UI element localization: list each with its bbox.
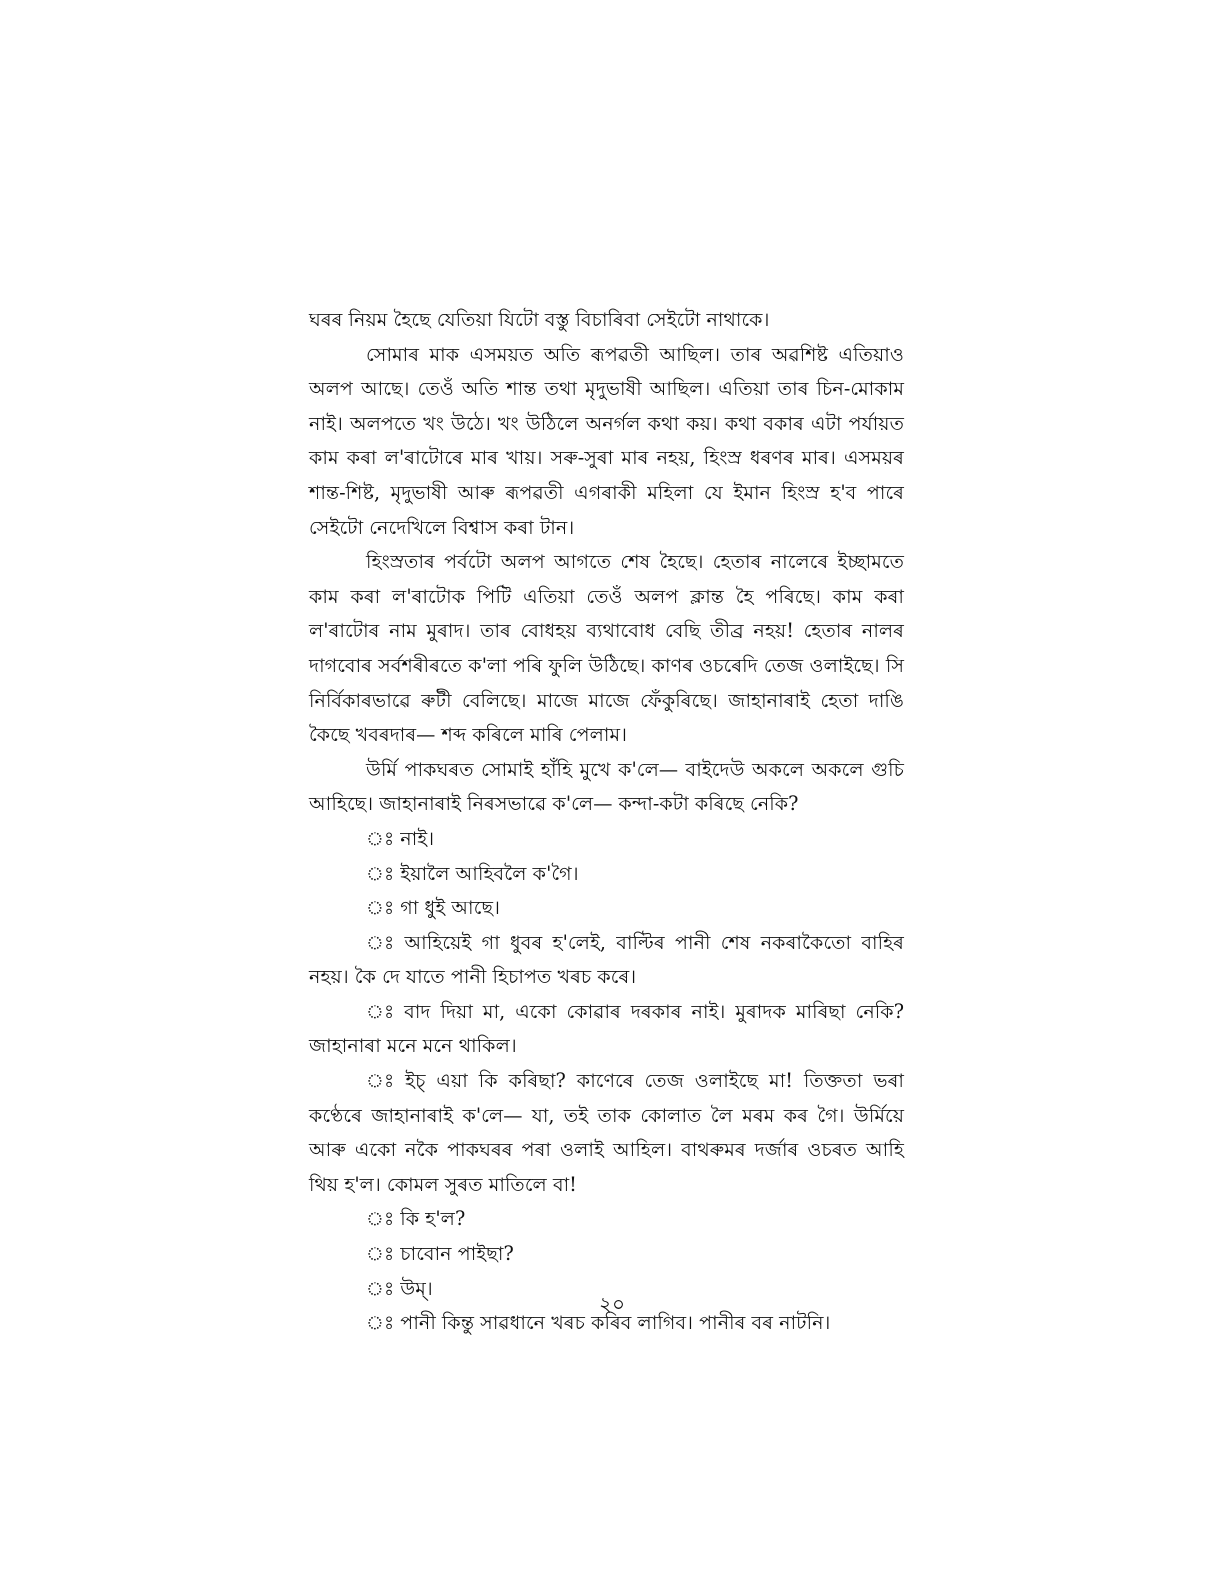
paragraph: হিংস্ৰতাৰ পৰ্বটো অলপ আগতে শেষ হৈছে। হেতাৰ নালেৰে ইচ্ছামতে কাম কৰা ল'ৰাটোক পিটি এতিয়া তেওঁ অলপ ক্লান্ত হৈ পৰিছে। কাম কৰা ল'ৰাটোৰ নাম মুৰাদ। তাৰ বোধহয় ব্যথাবোধ বেছি তীব্ৰ নহয়! হেতাৰ নালৰ দাগবোৰ সৰ্বশৰীৰতে ক'লা পৰি ফুলি উঠিছে। কাণৰ ওচৰেদি তেজ ওলাইছে। সি নিৰ্বিকাৰভাৱে ৰুটী বেলিছে। মাজে মাজে ফেঁকুৰিছে। জাহানাৰাই হেতা দাঙি কৈছে খবৰদাৰ— শব্দ কৰিলে মাৰি পেলাম। (309, 550, 904, 747)
dialogue-line: ঃ চাবোন পাইছা? (366, 1242, 514, 1266)
dialogue-line: ঃ আহিয়েই গা ধুবৰ হ'লেই, বাল্টিৰ পানী শেষ নকৰাকৈতো বাহিৰ নহয়। কৈ দে যাতে পানী হিচাপত খৰচ কৰে। (309, 930, 904, 989)
dialogue-line: ঃ উম্। (366, 1276, 433, 1300)
dialogue-line: ঃ পানী কিন্তু সাৱধানে খৰচ কৰিব লাগিব। পানীৰ বৰ নাটনি। (366, 1311, 831, 1335)
body-text (309, 303, 904, 1341)
dialogue-line: ঃ ইয়ালৈ আহিবলৈ ক'গৈ। (366, 861, 579, 885)
paragraph: উৰ্মি পাকঘৰত সোমাই হাঁহি মুখে ক'লে— বাইদেউ অকলে অকলে গুচি আহিছে। জাহানাৰাই নিৰসভাৱে ক'লে— কন্দা-কটা কৰিছে নেকি? (309, 757, 904, 816)
page-number: ২০ (598, 1292, 625, 1316)
dialogue-line: ঃ ইচ্ এয়া কি কৰিছা? কাণেৰে তেজ ওলাইছে মা! তিক্ততা ভৰা কণ্ঠেৰে জাহানাৰাই ক'লে— যা, তই তাক কোলাত লৈ মৰম কৰ গৈ। উৰ্মিয়ে আৰু একো নকৈ পাকঘৰৰ পৰা ওলাই আহিল। বাথৰুমৰ দৰ্জাৰ ওচৰত আহি থিয় হ'ল। কোমল সুৰত মাতিলে বা! (309, 1069, 904, 1196)
dialogue-line: ঃ নাই। (366, 826, 435, 850)
paragraph: সোমাৰ মাক এসময়ত অতি ৰূপৱতী আছিল। তাৰ অৱশিষ্ট এতিয়াও অলপ আছে। তেওঁ অতি শান্ত তথা মৃদুভাষী আছিল। এতিয়া তাৰ চিন-মোকাম নাই। অলপতে খং উঠে। খং উঠিলে অনৰ্গল কথা কয়। কথা বকাৰ এটা পৰ্যায়ত কাম কৰা ল'ৰাটোৰে মাৰ খায়। সৰু-সুৰা মাৰ নহয়, হিংস্ৰ ধৰণৰ মাৰ। এসময়ৰ শান্ত-শিষ্ট, মৃদুভাষী আৰু ৰূপৱতী এগৰাকী মহিলা যে ইমান হিংস্ৰ হ'ব পাৰে সেইটো নেদেখিলে বিশ্বাস কৰা টান। (309, 342, 904, 539)
paragraph: ঘৰৰ নিয়ম হৈছে যেতিয়া যিটো বস্তু বিচাৰিবা সেইটো নাথাকে। (309, 308, 770, 331)
dialogue-line: ঃ বাদ দিয়া মা, একো কোৱাৰ দৰকাৰ নাই। মুৰাদক মাৰিছা নেকি? জাহানাৰা মনে মনে থাকিল। (309, 999, 904, 1058)
dialogue-line: ঃ কি হ'ল? (366, 1207, 466, 1231)
dialogue-line: ঃ গা ধুই আছে। (366, 896, 500, 920)
